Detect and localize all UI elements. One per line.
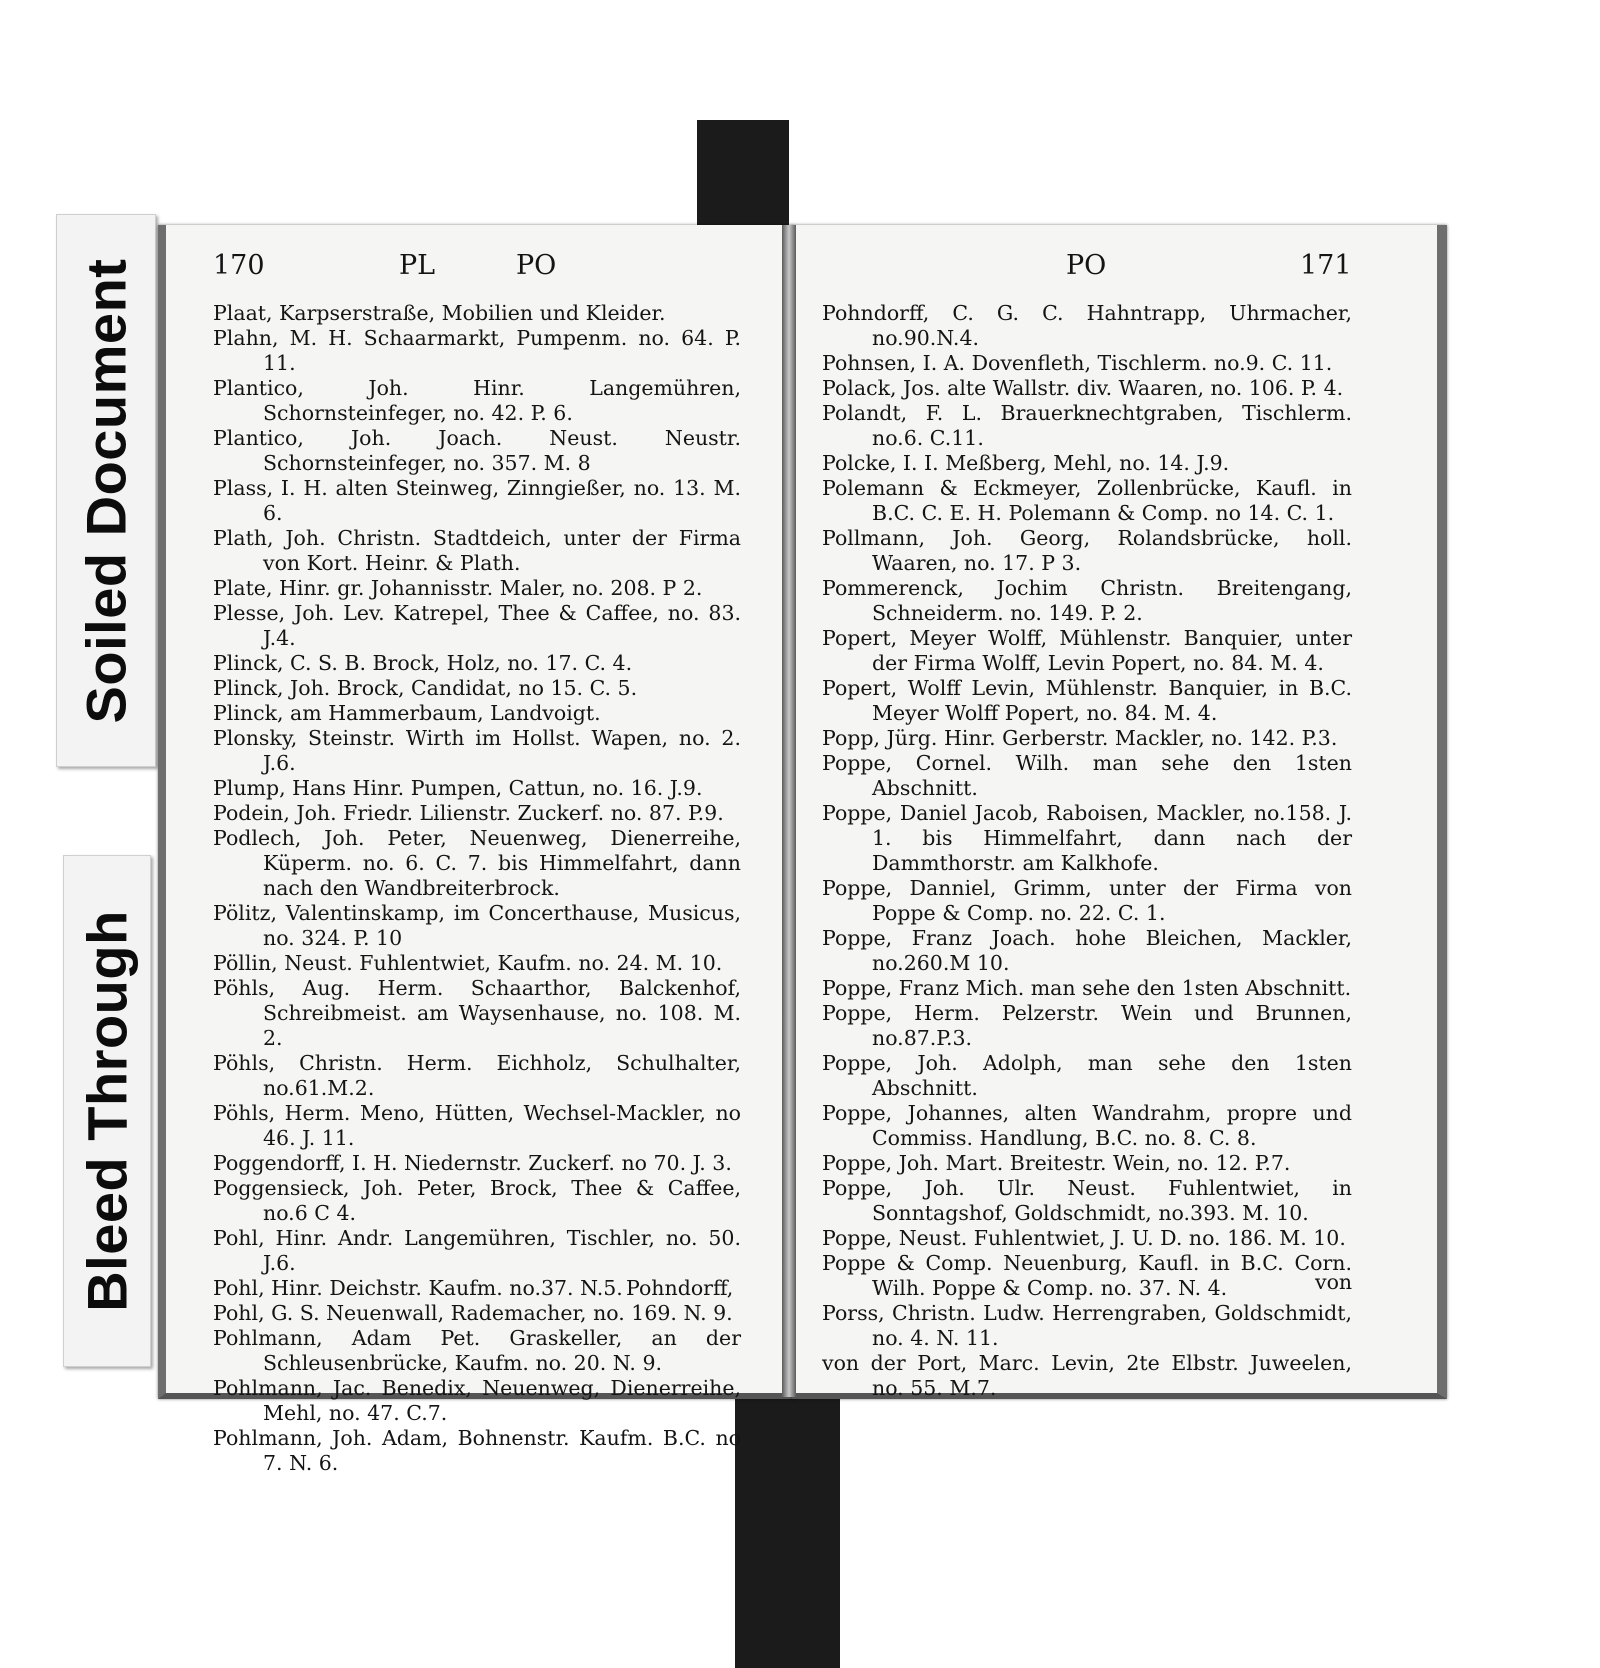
directory-entry: Plinck, C. S. B. Brock, Holz, no. 17. C. 4. <box>213 651 633 675</box>
book-gutter <box>782 225 796 1397</box>
left-header-pl: PL <box>399 250 436 281</box>
right-header-po: PO <box>1066 250 1107 281</box>
directory-entry: Pohl, Hinr. Deichstr. Kaufm. no.37. N.5. <box>213 1276 623 1300</box>
directory-entry: Plass, I. H. alten Steinweg, Zinngießer, no. 13. M. 6. <box>213 476 741 525</box>
directory-entry: Pöllin, Neust. Fuhlentwiet, Kaufm. no. 24. M. 10. <box>213 951 723 975</box>
directory-entry: Plinck, Joh. Brock, Candidat, no 15. C. 5. <box>213 676 638 700</box>
soiled-document-tab <box>56 214 156 767</box>
soiled-document-label: Soiled Document <box>74 258 138 723</box>
directory-entry: Poppe, Joh. Ulr. Neust. Fuhlentwiet, in Sonntagshof, Goldschmidt, no.393. M. 10. <box>822 1176 1352 1225</box>
left-header-po: PO <box>516 250 557 281</box>
directory-entry: Plahn, M. H. Schaarmarkt, Pumpenm. no. 64. P. 11. <box>213 326 741 375</box>
directory-entry: Podein, Joh. Friedr. Lilienstr. Zuckerf. no. 87. P.9. <box>213 801 724 825</box>
directory-entry: Pollmann, Joh. Georg, Rolandsbrücke, holl. Waaren, no. 17. P 3. <box>822 526 1352 575</box>
directory-entry: Pohndorff, C. G. C. Hahntrapp, Uhrmacher, no.90.N.4. <box>822 301 1352 350</box>
directory-entry: Poppe, Cornel. Wilh. man sehe den 1sten Abschnitt. <box>822 751 1352 800</box>
directory-entry: Poppe & Comp. Neuenburg, Kaufl. in B.C. Corn. Wilh. Poppe & Comp. no. 37. N. 4. <box>822 1251 1352 1300</box>
directory-entry: Plump, Hans Hinr. Pumpen, Cattun, no. 16. J.9. <box>213 776 703 800</box>
directory-entry: Plesse, Joh. Lev. Katrepel, Thee & Caffee, no. 83. J.4. <box>213 601 741 650</box>
directory-entry: Poppe, Joh. Adolph, man sehe den 1sten Abschnitt. <box>822 1051 1352 1100</box>
directory-entry: Pohlmann, Adam Pet. Graskeller, an der Schleusenbrücke, Kaufm. no. 20. N. 9. <box>213 1326 741 1375</box>
left-page-number: 170 <box>213 250 265 281</box>
directory-entry: Polandt, F. L. Brauerknechtgraben, Tischlerm. no.6. C.11. <box>822 401 1352 450</box>
directory-entry: Poppe, Joh. Mart. Breitestr. Wein, no. 12. P.7. <box>822 1151 1291 1175</box>
directory-entry: Poggensieck, Joh. Peter, Brock, Thee & Caffee, no.6 C 4. <box>213 1176 741 1225</box>
bleed-through-tab <box>63 855 151 1367</box>
directory-entry: Poppe, Herm. Pelzerstr. Wein und Brunnen, no.87.P.3. <box>822 1001 1352 1050</box>
directory-entry: Plantico, Joh. Hinr. Langemühren, Schornsteinfeger, no. 42. P. 6. <box>213 376 741 425</box>
directory-entry: Pölitz, Valentinskamp, im Concerthause, Musicus, no. 324. P. 10 <box>213 901 741 950</box>
directory-entry: Polemann & Eckmeyer, Zollenbrücke, Kaufl. in B.C. C. E. H. Polemann & Comp. no 14. C. 1. <box>822 476 1352 525</box>
directory-entry: Poppe, Neust. Fuhlentwiet, J. U. D. no. 186. M. 10. <box>822 1226 1346 1250</box>
left-catchword: Pohndorff, <box>626 1276 734 1300</box>
directory-entry: Pohlmann, Jac. Benedix, Neuenweg, Dienerreihe, Mehl, no. 47. C.7. <box>213 1376 741 1425</box>
directory-entry: Pohlmann, Joh. Adam, Bohnenstr. Kaufm. B.C. no 7. N. 6. <box>213 1426 741 1475</box>
directory-entry: Plath, Joh. Christn. Stadtdeich, unter der Firma von Kort. Heinr. & Plath. <box>213 526 741 575</box>
directory-entry: Popert, Meyer Wolff, Mühlenstr. Banquier, unter der Firma Wolff, Levin Popert, no. 84. M. 4. <box>822 626 1352 675</box>
directory-entry: Pohl, Hinr. Andr. Langemühren, Tischler, no. 50. J.6. <box>213 1226 741 1275</box>
directory-entry: Polcke, I. I. Meßberg, Mehl, no. 14. J.9. <box>822 451 1230 475</box>
right-page-number: 171 <box>1300 250 1352 281</box>
directory-entry: Poggendorff, I. H. Niedernstr. Zuckerf. no 70. J. 3. <box>213 1151 732 1175</box>
directory-entry: Pohnsen, I. A. Dovenfleth, Tischlerm. no.9. C. 11. <box>822 351 1333 375</box>
directory-entry: Popp, Jürg. Hinr. Gerberstr. Mackler, no. 142. P.3. <box>822 726 1338 750</box>
directory-entry: Polack, Jos. alte Wallstr. div. Waaren, no. 106. P. 4. <box>822 376 1344 400</box>
right-catchword: von <box>1315 1270 1353 1294</box>
directory-entry: Plinck, am Hammerbaum, Landvoigt. <box>213 701 601 725</box>
directory-entry: Plonsky, Steinstr. Wirth im Hollst. Wapen, no. 2. J.6. <box>213 726 741 775</box>
directory-entry: Pöhls, Herm. Meno, Hütten, Wechsel-Mackler, no 46. J. 11. <box>213 1101 741 1150</box>
right-directory-entries <box>822 301 1352 1401</box>
directory-entry: Pöhls, Christn. Herm. Eichholz, Schulhalter, no.61.M.2. <box>213 1051 741 1100</box>
directory-entry: von der Port, Marc. Levin, 2te Elbstr. Juweelen, no. 55. M.7. <box>822 1351 1352 1400</box>
directory-entry: Plaat, Karpserstraße, Mobilien und Kleider. <box>213 301 666 325</box>
directory-entry: Poppe, Franz Mich. man sehe den 1sten Abschnitt. <box>822 976 1352 1000</box>
directory-entry: Pöhls, Aug. Herm. Schaarthor, Balckenhof, Schreibmeist. am Waysenhause, no. 108. M. 2. <box>213 976 741 1050</box>
directory-entry: Podlech, Joh. Peter, Neuenweg, Dienerreihe, Küperm. no. 6. C. 7. bis Himmelfahrt, dann nach den Wandbreiterbrock. <box>213 826 741 900</box>
directory-entry: Plantico, Joh. Joach. Neust. Neustr. Schornsteinfeger, no. 357. M. 8 <box>213 426 741 475</box>
directory-entry: Pohl, G. S. Neuenwall, Rademacher, no. 169. N. 9. <box>213 1301 733 1325</box>
directory-entry: Poppe, Johannes, alten Wandrahm, propre und Commiss. Handlung, B.C. no. 8. C. 8. <box>822 1101 1352 1150</box>
directory-entry: Poppe, Franz Joach. hohe Bleichen, Mackler, no.260.M 10. <box>822 926 1352 975</box>
background-fold-strip-top <box>697 120 789 235</box>
directory-entry: Plate, Hinr. gr. Johannisstr. Maler, no. 208. P 2. <box>213 576 703 600</box>
directory-entry: Popert, Wolff Levin, Mühlenstr. Banquier, in B.C. Meyer Wolff Popert, no. 84. M. 4. <box>822 676 1352 725</box>
directory-entry: Poppe, Danniel, Grimm, unter der Firma von Poppe & Comp. no. 22. C. 1. <box>822 876 1352 925</box>
directory-entry: Pommerenck, Jochim Christn. Breitengang, Schneiderm. no. 149. P. 2. <box>822 576 1352 625</box>
background-fold-strip-bottom <box>735 1375 840 1668</box>
bleed-through-label: Bleed Through <box>75 910 139 1312</box>
directory-entry: Poppe, Daniel Jacob, Raboisen, Mackler, no.158. J. 1. bis Himmelfahrt, dann nach der Dammthorstr. am Kalkhofe. <box>822 801 1352 875</box>
directory-entry: Porss, Christn. Ludw. Herrengraben, Goldschmidt, no. 4. N. 11. <box>822 1301 1352 1350</box>
